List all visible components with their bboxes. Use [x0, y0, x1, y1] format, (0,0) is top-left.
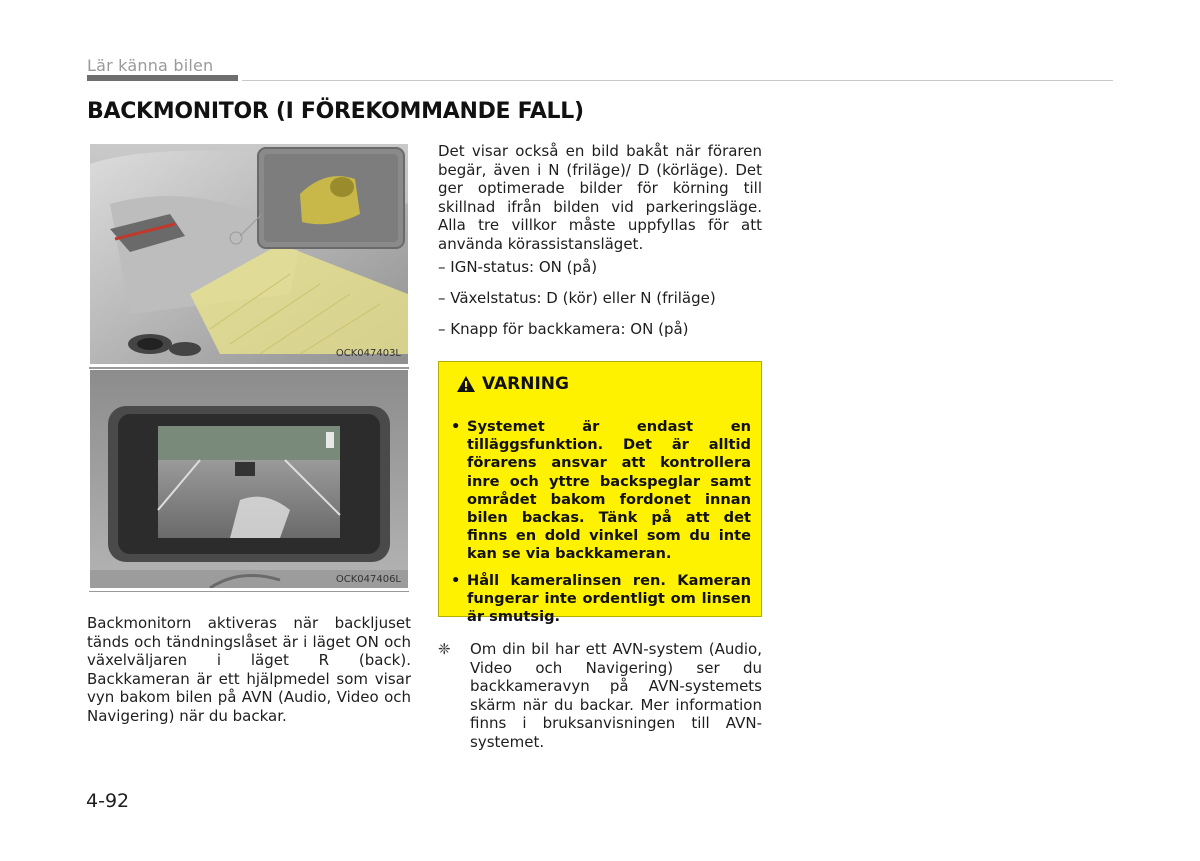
warning-item [451, 418, 751, 564]
condition-item: – Växelstatus: D (kör) eller N (friläge) [438, 289, 716, 307]
section-label-bar [87, 75, 238, 81]
figure-rear-camera [89, 143, 409, 368]
page-number: 4-92 [86, 790, 130, 812]
condition-item: – IGN-status: ON (på) [438, 258, 598, 276]
rear-camera-illustration [90, 144, 408, 364]
figure-avn-screen [89, 368, 409, 592]
warning-triangle-icon [456, 375, 476, 393]
left-intro-paragraph: Backmonitorn aktiveras när backljuset tänds och tändningslåset är i läget ON och växelväljaren i läget R (back). Backkameran är ett hjälpmedel som visar vyn bakom bilen på AVN (Audio, Video och Navigering) när du backar. [87, 614, 411, 725]
warning-item [451, 572, 751, 627]
note-symbol-icon: ❈ [438, 640, 451, 658]
warning-header [456, 374, 569, 394]
warning-title: VARNING [482, 374, 569, 394]
warning-item-text: Systemet är endast en tilläggsfunktion. Det är alltid förarens ansvar att kontrollera inre och yttre backspeglar samt området bakom fordonet innan bilen backas. Tänk på att det finns en dold vinkel som du inte kan se via backkameran. [467, 418, 751, 563]
figure-code: OCK047403L [335, 348, 401, 359]
bullet-icon: • [451, 571, 461, 589]
warning-box [438, 361, 762, 626]
figure-code: OCK047406L [335, 574, 401, 585]
note-text: Om din bil har ett AVN-system (Audio, Video och Navigering) ser du backkameravyn på AVN-systemets skärm när du backar. Mer information finns i bruksanvisningen till AVN-systemet. [470, 640, 762, 751]
warning-item-text: Håll kameralinsen ren. Kameran fungerar inte ordentligt om linsen är smutsig. [467, 571, 751, 626]
section-label: Lär känna bilen [87, 56, 214, 75]
condition-item: – Knapp för backkamera: ON (på) [438, 320, 689, 338]
bullet-icon: • [451, 418, 461, 435]
right-intro-paragraph: Det visar också en bild bakåt när föraren begär, även i N (friläge)/ D (körläge). Det ger optimerade bilder för körning till skillnad ifrån bilden vid parkeringsläge. Alla tre villkor måste uppfyllas för att använda körassistansläget. [438, 142, 762, 253]
avn-screen-illustration [90, 370, 408, 588]
header-rule [242, 80, 1113, 81]
page-title: BACKMONITOR (I FÖREKOMMANDE FALL) [87, 99, 584, 124]
warning-list [451, 418, 751, 634]
